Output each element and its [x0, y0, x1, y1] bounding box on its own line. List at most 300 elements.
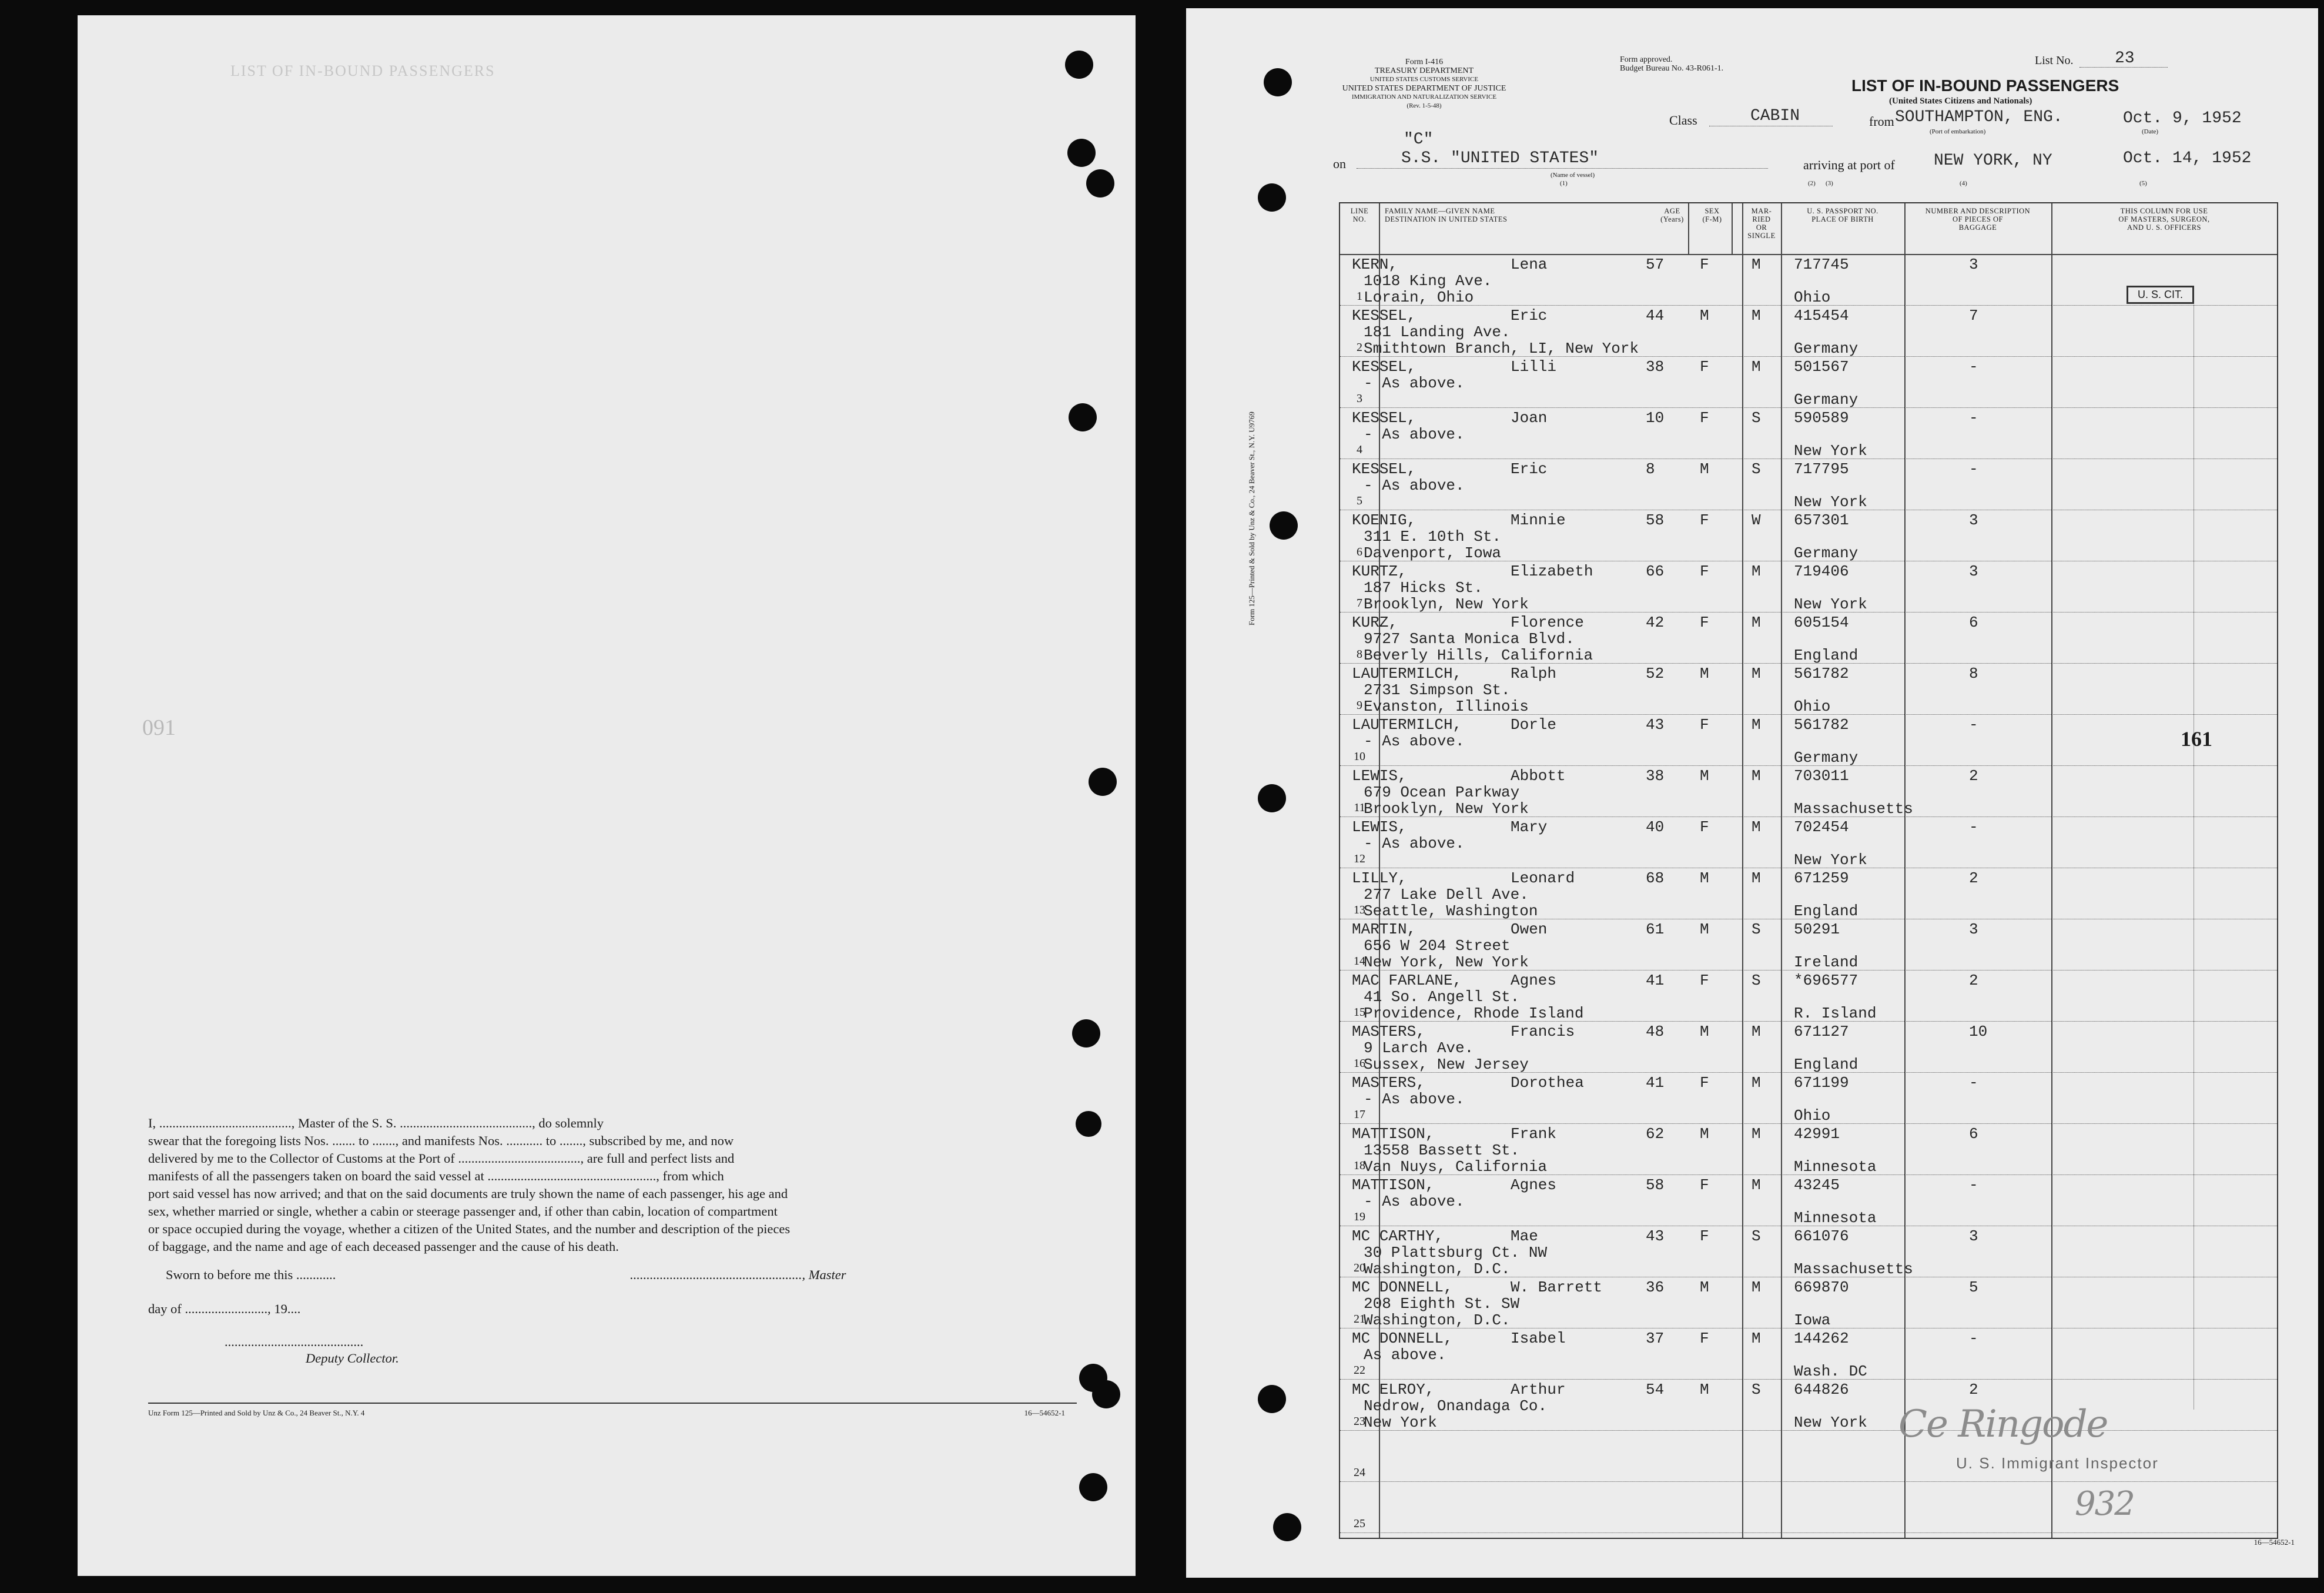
- header-text: THIS COLUMN FOR USE OF MASTERS, SURGEON, AND U. S. OFFICERS: [2118, 207, 2210, 232]
- caption-4: (4): [1960, 180, 1967, 187]
- line-number: 18: [1354, 1159, 1365, 1172]
- baggage-count: 5: [1969, 1279, 1978, 1296]
- passenger-marital-status: S: [1752, 972, 1761, 989]
- passenger-surname: KOENIG,: [1352, 511, 1416, 529]
- place-of-birth: Minnesota: [1794, 1158, 1877, 1176]
- passenger-surname: MASTERS,: [1352, 1074, 1425, 1092]
- binder-hole: [1264, 68, 1292, 96]
- passenger-destination: Van Nuys, California: [1364, 1158, 1548, 1176]
- line-number: 19: [1354, 1210, 1365, 1223]
- passenger-address: 1018 King Ave.: [1364, 272, 1492, 290]
- line-number: 9: [1357, 699, 1362, 712]
- deputy-dots: ..........................................: [225, 1334, 364, 1349]
- place-of-birth: Germany: [1794, 749, 1858, 767]
- passenger-age: 58: [1646, 1176, 1665, 1194]
- passenger-sex: F: [1700, 563, 1709, 580]
- baggage-count: -: [1969, 1330, 1978, 1347]
- left-page: [78, 15, 1136, 1576]
- passenger-sex: F: [1700, 511, 1709, 529]
- passenger-sex: F: [1700, 358, 1709, 376]
- passenger-address: Nedrow, Onandaga Co.: [1364, 1397, 1548, 1415]
- passenger-surname: LAUTERMILCH,: [1352, 716, 1462, 734]
- passenger-destination: Smithtown Branch, LI, New York: [1364, 340, 1639, 357]
- from-port-caption: (Port of embarkation): [1930, 128, 1986, 135]
- passenger-given-name: Leonard: [1511, 869, 1575, 887]
- passenger-marital-status: M: [1752, 716, 1761, 734]
- passenger-surname: MATTISON,: [1352, 1176, 1435, 1194]
- passenger-age: 44: [1646, 307, 1665, 324]
- passenger-sex: M: [1700, 307, 1709, 324]
- passenger-surname: MC CARTHY,: [1352, 1227, 1444, 1245]
- passenger-destination: Washington, D.C.: [1364, 1311, 1511, 1329]
- header-age: [1652, 207, 1693, 223]
- oath-line: I, ........................................, Master of the S. S. ........................................, do solemnly: [148, 1116, 604, 1130]
- caption-5: (5): [2139, 180, 2147, 187]
- passenger-sex: F: [1700, 1176, 1709, 1194]
- line-number: 15: [1354, 1006, 1365, 1019]
- passenger-surname: LILLY,: [1352, 869, 1407, 887]
- vessel-rule: [1357, 168, 1768, 169]
- left-footer-code: 16—54652-1: [1024, 1408, 1065, 1417]
- passenger-surname: KURTZ,: [1352, 563, 1407, 580]
- line-number: 24: [1354, 1466, 1365, 1479]
- margin-printer-imprint: Form 125—Printed & Sold by Unz & Co., 24 Beaver St., N.Y. U9769: [1247, 411, 1256, 625]
- line-number: 10: [1354, 750, 1365, 763]
- baggage-count: 2: [1969, 767, 1978, 785]
- binder-hole: [1089, 768, 1117, 796]
- passenger-given-name: Mary: [1511, 818, 1548, 836]
- passenger-sex: F: [1700, 1330, 1709, 1347]
- form-block: [1321, 58, 1527, 111]
- passenger-destination: Beverly Hills, California: [1364, 647, 1593, 664]
- form-line: TREASURY DEPARTMENT: [1374, 66, 1474, 75]
- passenger-address: - As above.: [1364, 477, 1465, 494]
- place-of-birth: New York: [1794, 595, 1867, 613]
- arrival-date: Oct. 14, 1952: [2123, 149, 2252, 168]
- passport-number: 717795: [1794, 460, 1849, 478]
- baggage-count: -: [1969, 1074, 1978, 1092]
- baggage-count: 3: [1969, 1227, 1978, 1245]
- passenger-age: 36: [1646, 1279, 1665, 1296]
- binder-hole: [1270, 511, 1298, 540]
- baggage-count: -: [1969, 818, 1978, 836]
- passenger-age: 40: [1646, 818, 1665, 836]
- passport-number: 669870: [1794, 1279, 1849, 1296]
- from-port-value: SOUTHAMPTON, ENG.: [1895, 108, 2063, 126]
- place-of-birth: Ohio: [1794, 289, 1831, 306]
- place-of-birth: R. Island: [1794, 1005, 1877, 1022]
- passenger-sex: F: [1700, 972, 1709, 989]
- place-of-birth: New York: [1794, 493, 1867, 511]
- passport-number: 144262: [1794, 1330, 1849, 1347]
- passenger-address: 187 Hicks St.: [1364, 579, 1483, 597]
- passenger-surname: KERN,: [1352, 256, 1398, 273]
- passenger-marital-status: S: [1752, 409, 1761, 427]
- passport-number: 703011: [1794, 767, 1849, 785]
- baggage-count: 3: [1969, 256, 1978, 273]
- line-number: 8: [1357, 648, 1362, 661]
- passenger-marital-status: M: [1752, 767, 1761, 785]
- list-no-rule: [2079, 67, 2168, 68]
- passenger-age: 52: [1646, 665, 1665, 682]
- master-line: ...................................................., Master: [630, 1267, 846, 1282]
- passenger-sex: F: [1700, 614, 1709, 631]
- inspector-number: 932: [2075, 1485, 2134, 1523]
- passenger-given-name: Owen: [1511, 921, 1548, 938]
- passenger-age: 68: [1646, 869, 1665, 887]
- line-number: 23: [1354, 1415, 1365, 1428]
- passenger-address: 656 W 204 Street: [1364, 937, 1511, 955]
- passenger-marital-status: M: [1752, 614, 1761, 631]
- passenger-age: 66: [1646, 563, 1665, 580]
- passenger-given-name: Dorothea: [1511, 1074, 1584, 1092]
- passenger-age: 62: [1646, 1125, 1665, 1143]
- baggage-count: -: [1969, 1176, 1978, 1194]
- passenger-given-name: Isabel: [1511, 1330, 1566, 1347]
- passenger-address: 30 Plattsburg Ct. NW: [1364, 1244, 1548, 1261]
- oath-line: of baggage, and the name and age of each deceased passenger and the cause of his death.: [148, 1239, 619, 1254]
- place-of-birth: England: [1794, 1056, 1858, 1073]
- passenger-address: - As above.: [1364, 835, 1465, 852]
- binder-hole: [1258, 183, 1286, 212]
- left-footer: [148, 1403, 1077, 1418]
- binder-hole: [1076, 1111, 1101, 1137]
- departure-date: Oct. 9, 1952: [2123, 109, 2242, 128]
- baggage-count: 10: [1969, 1023, 1988, 1040]
- passenger-destination: Seattle, Washington: [1364, 902, 1538, 920]
- us-citizen-stamp: U. S. CIT.: [2127, 286, 2194, 304]
- line-number: 11: [1354, 801, 1365, 814]
- passenger-sex: M: [1700, 1023, 1709, 1040]
- sworn-line: Sworn to before me this ............: [166, 1267, 336, 1282]
- header-married: [1742, 207, 1781, 240]
- line-number: 25: [1354, 1517, 1365, 1530]
- place-of-birth: New York: [1794, 851, 1867, 869]
- line-number: 12: [1354, 852, 1365, 865]
- header-baggage: [1904, 207, 2051, 232]
- deputy-collector-label: Deputy Collector.: [306, 1351, 399, 1366]
- passenger-address: 311 E. 10th St.: [1364, 528, 1502, 545]
- bleed-through-text: LIST OF IN-BOUND PASSENGERS: [230, 62, 495, 79]
- right-footer-code: 16—54652-1: [2253, 1538, 2295, 1547]
- passenger-age: 38: [1646, 358, 1665, 376]
- passenger-marital-status: M: [1752, 1176, 1761, 1194]
- oath-line: sex, whether married or single, whether a cabin or steerage passenger and, if other than cabin, location of compartment: [148, 1204, 778, 1219]
- baggage-count: 8: [1969, 665, 1978, 682]
- caption-1: (1): [1560, 180, 1568, 187]
- place-of-birth: New York: [1794, 1414, 1867, 1431]
- passenger-given-name: Joan: [1511, 409, 1548, 427]
- passport-number: 415454: [1794, 307, 1849, 324]
- passenger-destination: Lorain, Ohio: [1364, 289, 1474, 306]
- place-of-birth: Massachusetts: [1794, 1260, 1913, 1278]
- passenger-address: - As above.: [1364, 732, 1465, 750]
- passenger-age: 41: [1646, 1074, 1665, 1092]
- passenger-age: 58: [1646, 511, 1665, 529]
- passenger-marital-status: S: [1752, 1227, 1761, 1245]
- baggage-count: 7: [1969, 307, 1978, 324]
- form-line: Form I-416: [1405, 58, 1444, 66]
- passenger-given-name: Eric: [1511, 460, 1548, 478]
- passenger-age: 57: [1646, 256, 1665, 273]
- passenger-marital-status: M: [1752, 1125, 1761, 1143]
- line-number: 6: [1357, 545, 1362, 558]
- day-of-line: day of ........................., 19....: [148, 1301, 301, 1316]
- passport-number: 702454: [1794, 818, 1849, 836]
- binder-hole: [1065, 51, 1093, 79]
- passenger-marital-status: S: [1752, 460, 1761, 478]
- line-number: 5: [1357, 494, 1362, 507]
- passenger-surname: KESSEL,: [1352, 409, 1416, 427]
- passenger-given-name: Dorle: [1511, 716, 1557, 734]
- form-line: (Rev. 1-5-48): [1407, 102, 1442, 109]
- passenger-surname: MARTIN,: [1352, 921, 1416, 938]
- passenger-given-name: Mae: [1511, 1227, 1538, 1245]
- baggage-count: 6: [1969, 1125, 1978, 1143]
- left-footer-printer: Unz Form 125—Printed and Sold by Unz & Co., 24 Beaver St., N.Y. 4: [148, 1408, 365, 1417]
- passenger-given-name: Minnie: [1511, 511, 1566, 529]
- passenger-given-name: Francis: [1511, 1023, 1575, 1040]
- passenger-given-name: Ralph: [1511, 665, 1557, 682]
- caption-2: (2): [1808, 180, 1816, 187]
- passenger-destination: Washington, D.C.: [1364, 1260, 1511, 1278]
- passenger-age: 54: [1646, 1381, 1665, 1398]
- passenger-destination: Brooklyn, New York: [1364, 800, 1529, 818]
- column-rule: [1781, 203, 1782, 1538]
- binder-hole: [1092, 1380, 1120, 1408]
- passenger-address: 2731 Simpson St.: [1364, 681, 1511, 699]
- passport-number: 43245: [1794, 1176, 1840, 1194]
- line-number: 14: [1354, 955, 1365, 968]
- baggage-count: 2: [1969, 972, 1978, 989]
- passenger-sex: F: [1700, 409, 1709, 427]
- passenger-age: 43: [1646, 1227, 1665, 1245]
- passenger-marital-status: W: [1752, 511, 1761, 529]
- place-of-birth: Ireland: [1794, 953, 1858, 971]
- passport-number: 671259: [1794, 869, 1849, 887]
- binder-hole: [1258, 1385, 1286, 1413]
- passenger-given-name: Abbott: [1511, 767, 1566, 785]
- form-line: IMMIGRATION AND NATURALIZATION SERVICE: [1351, 93, 1497, 101]
- baggage-count: -: [1969, 409, 1978, 427]
- list-title: LIST OF IN-BOUND PASSENGERS: [1851, 76, 2119, 95]
- passenger-given-name: Florence: [1511, 614, 1584, 631]
- list-no-label: List No.: [2035, 54, 2074, 67]
- passport-number: 561782: [1794, 665, 1849, 682]
- passenger-marital-status: M: [1752, 665, 1761, 682]
- oath-text: [148, 1115, 1077, 1256]
- place-of-birth: Germany: [1794, 544, 1858, 562]
- header-sex: [1692, 207, 1733, 223]
- caption-3: (3): [1826, 180, 1833, 187]
- passenger-marital-status: M: [1752, 358, 1761, 376]
- line-number: 4: [1357, 443, 1362, 456]
- header-passport: [1781, 207, 1904, 223]
- from-label: from: [1869, 114, 1894, 129]
- passenger-marital-status: M: [1752, 256, 1761, 273]
- passenger-marital-status: M: [1752, 1279, 1761, 1296]
- passenger-sex: F: [1700, 716, 1709, 734]
- passenger-address: - As above.: [1364, 426, 1465, 443]
- line-number: 20: [1354, 1261, 1365, 1274]
- passenger-sex: M: [1700, 1125, 1709, 1143]
- passenger-sex: M: [1700, 460, 1709, 478]
- passenger-surname: MASTERS,: [1352, 1023, 1425, 1040]
- passenger-manifest-table: [1339, 202, 2278, 1539]
- list-subtitle: (United States Citizens and Nationals): [1889, 96, 2032, 106]
- header-text: MAR- RIED OR SINGLE: [1747, 207, 1776, 240]
- line-number: 1: [1357, 290, 1362, 303]
- line-number: 3: [1357, 392, 1362, 405]
- stamped-page-number: 161: [2181, 727, 2212, 751]
- baggage-count: 2: [1969, 1381, 1978, 1398]
- passenger-marital-status: M: [1752, 869, 1761, 887]
- baggage-count: -: [1969, 460, 1978, 478]
- line-number: 22: [1354, 1364, 1365, 1377]
- passport-number: 590589: [1794, 409, 1849, 427]
- approval-line: Form approved.: [1620, 55, 1673, 64]
- line-number: 16: [1354, 1057, 1365, 1070]
- binder-hole: [1258, 784, 1286, 812]
- deck-value: "C": [1404, 130, 1434, 149]
- passenger-destination: New York: [1364, 1414, 1437, 1431]
- binder-hole: [1069, 403, 1097, 431]
- header-officers: [2051, 207, 2277, 232]
- right-page: [1186, 8, 2318, 1578]
- oath-line: or space occupied during the voyage, whether a citizen of the United States, and the number and description of the pieces: [148, 1221, 791, 1236]
- passenger-age: 42: [1646, 614, 1665, 631]
- passenger-age: 8: [1646, 460, 1655, 478]
- passenger-age: 38: [1646, 767, 1665, 785]
- class-label: Class: [1669, 113, 1697, 128]
- passenger-sex: M: [1700, 767, 1709, 785]
- arrival-port: NEW YORK, NY: [1934, 152, 2052, 170]
- header-text: NUMBER AND DESCRIPTION OF PIECES OF BAGGAGE: [1925, 207, 2031, 232]
- place-of-birth: Ohio: [1794, 698, 1831, 715]
- passenger-marital-status: M: [1752, 1330, 1761, 1347]
- passport-number: 501567: [1794, 358, 1849, 376]
- header-text: SEX (F-M): [1702, 207, 1722, 223]
- line-number: 21: [1354, 1313, 1365, 1326]
- passenger-given-name: Agnes: [1511, 1176, 1557, 1194]
- passenger-address: 679 Ocean Parkway: [1364, 784, 1520, 801]
- passenger-marital-status: M: [1752, 307, 1761, 324]
- header-line-no: [1340, 207, 1379, 223]
- passport-number: *696577: [1794, 972, 1858, 989]
- passenger-address: - As above.: [1364, 1090, 1465, 1108]
- oath-line: manifests of all the passengers taken on board the said vessel at ..................................................., from which: [148, 1169, 724, 1183]
- passenger-address: 9727 Santa Monica Blvd.: [1364, 630, 1575, 648]
- binder-hole: [1067, 139, 1096, 167]
- passenger-address: - As above.: [1364, 1193, 1465, 1210]
- passenger-address: As above.: [1364, 1346, 1446, 1364]
- oath-line: delivered by me to the Collector of Customs at the Port of ....................................., are full and perfect lists and: [148, 1151, 735, 1166]
- passenger-address: 41 So. Angell St.: [1364, 988, 1520, 1006]
- passport-number: 661076: [1794, 1227, 1849, 1245]
- passenger-age: 61: [1646, 921, 1665, 938]
- passenger-sex: M: [1700, 869, 1709, 887]
- form-line: UNITED STATES DEPARTMENT OF JUSTICE: [1342, 84, 1506, 93]
- passenger-destination: Providence, Rhode Island: [1364, 1005, 1584, 1022]
- baggage-count: 3: [1969, 921, 1978, 938]
- passenger-sex: M: [1700, 665, 1709, 682]
- passenger-sex: M: [1700, 921, 1709, 938]
- passenger-given-name: Eric: [1511, 307, 1548, 324]
- passenger-age: 10: [1646, 409, 1665, 427]
- faint-page-number: 091: [142, 715, 176, 740]
- place-of-birth: England: [1794, 647, 1858, 664]
- passenger-given-name: Lilli: [1511, 358, 1557, 376]
- passport-number: 657301: [1794, 511, 1849, 529]
- passenger-surname: KESSEL,: [1352, 460, 1416, 478]
- passenger-surname: LEWIS,: [1352, 767, 1407, 785]
- line-number: 13: [1354, 903, 1365, 916]
- place-of-birth: Iowa: [1794, 1311, 1831, 1329]
- passenger-address: 208 Eighth St. SW: [1364, 1295, 1520, 1313]
- row-rule: [1340, 1532, 2277, 1533]
- header-name: [1385, 207, 1561, 223]
- passenger-destination: New York, New York: [1364, 953, 1529, 971]
- passport-number: 42991: [1794, 1125, 1840, 1143]
- passenger-age: 43: [1646, 716, 1665, 734]
- passenger-age: 41: [1646, 972, 1665, 989]
- binder-hole: [1079, 1473, 1107, 1501]
- passenger-surname: LAUTERMILCH,: [1352, 665, 1462, 682]
- passenger-address: 13558 Bassett St.: [1364, 1142, 1520, 1159]
- passenger-given-name: W. Barrett: [1511, 1279, 1603, 1296]
- passenger-destination: Davenport, Iowa: [1364, 544, 1502, 562]
- binder-hole: [1072, 1019, 1100, 1048]
- vessel-name: S.S. "UNITED STATES": [1401, 149, 1599, 168]
- passenger-surname: MC DONNELL,: [1352, 1330, 1453, 1347]
- passport-number: 561782: [1794, 716, 1849, 734]
- column-rule: [1742, 203, 1743, 1538]
- passenger-sex: M: [1700, 1279, 1709, 1296]
- approval-line: Budget Bureau No. 43-R061-1.: [1620, 64, 1724, 73]
- baggage-count: 3: [1969, 563, 1978, 580]
- passport-number: 50291: [1794, 921, 1840, 938]
- oath-line: swear that the foregoing lists Nos. ....... to ......., and manifests Nos. ........... to ......., subscribed by me, and now: [148, 1133, 734, 1148]
- binder-hole: [1273, 1513, 1301, 1541]
- date-caption: (Date): [2142, 128, 2159, 135]
- passenger-sex: F: [1700, 818, 1709, 836]
- passenger-given-name: Elizabeth: [1511, 563, 1593, 580]
- passenger-age: 37: [1646, 1330, 1665, 1347]
- passport-number: 605154: [1794, 614, 1849, 631]
- passenger-sex: F: [1700, 256, 1709, 273]
- passport-number: 644826: [1794, 1381, 1849, 1398]
- baggage-count: -: [1969, 358, 1978, 376]
- passenger-marital-status: M: [1752, 1074, 1761, 1092]
- passenger-address: - As above.: [1364, 374, 1465, 392]
- column-headers: [1340, 203, 2277, 255]
- passenger-surname: MAC FARLANE,: [1352, 972, 1462, 989]
- passenger-address: 181 Landing Ave.: [1364, 323, 1511, 341]
- passenger-marital-status: M: [1752, 818, 1761, 836]
- approval-block: [1620, 55, 1723, 73]
- header-text: AGE (Years): [1660, 207, 1684, 223]
- place-of-birth: Ohio: [1794, 1107, 1831, 1125]
- passenger-surname: LEWIS,: [1352, 818, 1407, 836]
- on-label: on: [1333, 156, 1346, 171]
- passenger-destination: Sussex, New Jersey: [1364, 1056, 1529, 1073]
- passport-number: 719406: [1794, 563, 1849, 580]
- passenger-surname: MATTISON,: [1352, 1125, 1435, 1143]
- passenger-address: 277 Lake Dell Ave.: [1364, 886, 1529, 903]
- passport-number: 671199: [1794, 1074, 1849, 1092]
- baggage-count: -: [1969, 716, 1978, 734]
- column-rule: [1904, 203, 1906, 1538]
